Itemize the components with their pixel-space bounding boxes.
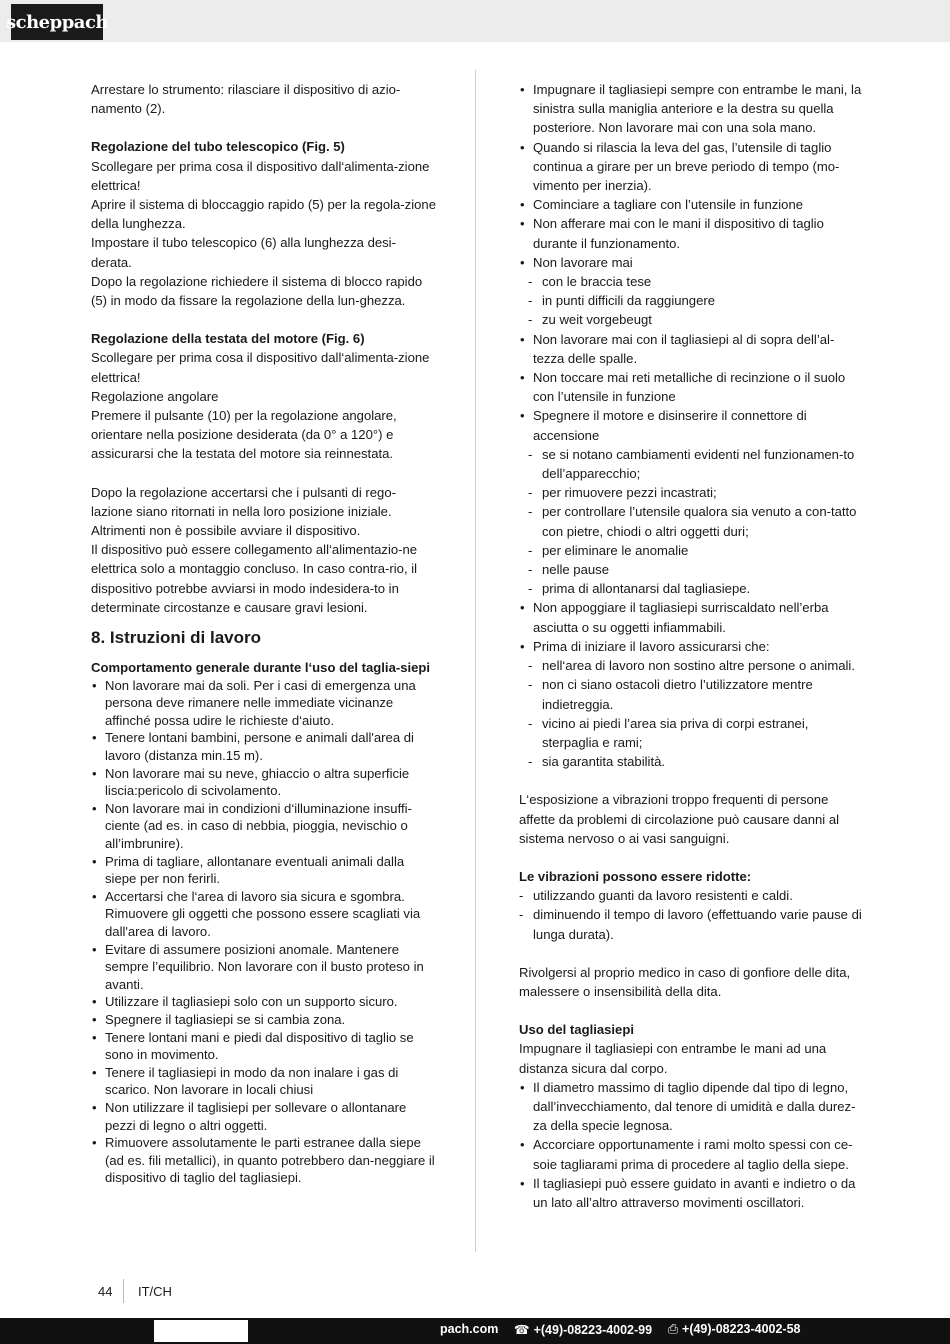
contact-bar xyxy=(0,1318,950,1344)
sub-item: - in punti difficili da raggiungere xyxy=(519,291,864,310)
list-item: • Non afferare mai con le mani il dispositivo di taglio durante il funzionamento. xyxy=(519,214,864,252)
list-item: • Non lavorare mai su neve, ghiaccio o altra superficie liscia:pericolo di scivolamento. xyxy=(91,765,436,800)
section-heading: 8. Istruzioni di lavoro xyxy=(91,628,262,648)
tube-line: Dopo la regolazione richiedere il sistema di blocco rapido (5) in modo da fissare la regolazione della lun-ghezza. xyxy=(91,273,423,309)
list-item: • Non utilizzare il taglisiepi per sollevare o allontanare pezzi di legno o altri oggetti. xyxy=(91,1099,436,1134)
list-item: • Impugnare il tagliasiepi sempre con entrambe le mani, la sinistra sulla maniglia anteriore e la destra su quella posteriore. Non lavorare mai con una sola mano. xyxy=(519,80,864,138)
page-number: 44 xyxy=(98,1284,113,1299)
sub-item: - nell‘area di lavoro non sostino altre persone o animali. xyxy=(519,656,864,675)
before-work-sublist xyxy=(519,656,864,771)
list-item: • Il tagliasiepi può essere guidato in avanti e indietro o da un lato all’altro attraverso movimenti oscillatori. xyxy=(519,1174,864,1212)
sub-item: - zu weit vorgebeugt xyxy=(519,310,864,329)
website-link[interactable]: pach.com xyxy=(440,1322,499,1336)
list-item: • Il diametro massimo di taglio dipende dal tipo di legno, dall’invecchiamento, dal tenore di umidità e dalla durez-za della specie legnosa. xyxy=(519,1078,864,1136)
head-line: Scollegare per prima cosa il dispositivo dall‘alimenta-zione elettrica! xyxy=(91,350,430,385)
tube-line: Aprire il sistema di bloccaggio rapido (5) per la regola-zione della lunghezza. xyxy=(91,197,436,232)
scheppach-logo: scheppach xyxy=(11,4,103,40)
stop-instruction: Arrestare lo strumento: rilasciare il dispositivo di azio-namento (2). xyxy=(91,82,401,117)
list-item: • Non appoggiare il tagliasiepi surriscaldato nell’erba asciutta o su oggetti infiammabili. xyxy=(519,598,864,636)
sub-item: - se si notano cambiamenti evidenti nel funzionamen-to dell’apparecchio; xyxy=(519,445,864,483)
list-item: • Rimuovere assolutamente le parti estranee dalla siepe (ad es. fili metallici), in quanto potrebbero dan-neggiare il dispositivo di taglio del tagliasiepi. xyxy=(91,1134,436,1187)
list-item: • Accertarsi che l‘area di lavoro sia sicura e sgombra. Rimuovere gli oggetti che possono essere scagliati via dall'area di lavoro. xyxy=(91,888,436,941)
list-item: • Prima di iniziare il lavoro assicurarsi che: xyxy=(519,637,864,656)
tube-line: Impostare il tubo telescopico (6) alla lunghezza desi-derata. xyxy=(91,235,396,270)
list-item: • Tenere il tagliasiepi in modo da non inalare i gas di scarico. Non lavorare in locali chiusi xyxy=(91,1064,436,1099)
list-item: • Non toccare mai reti metalliche di recinzione o il suolo con l’utensile in funzione xyxy=(519,368,864,406)
phone-icon: ☎ xyxy=(514,1323,530,1337)
sub-item: - vicino ai piedi l’area sia priva di corpi estranei, sterpaglia e rami; xyxy=(519,714,864,752)
sub-item: - per controllare l’utensile qualora sia venuto a con-tatto con pietre, chiodi o altri oggetti duri; xyxy=(519,502,864,540)
list-item: • Non lavorare mai in condizioni d‘illuminazione insuffi-ciente (ad es. in caso di nebbia, pioggia, nevischio o all’imbrunire). xyxy=(91,800,436,853)
language-code: IT/CH xyxy=(138,1284,172,1299)
list-item: • Evitare di assumere posizioni anomale. Mantenere sempre l’equilibrio. Non lavorare con il busto proteso in avanti. xyxy=(91,941,436,994)
after-line: Altrimenti non è possibile avviare il dispositivo. xyxy=(91,523,361,539)
vibration-paragraph: L‘esposizione a vibrazioni troppo frequenti di persone affette da problemi di circolazione può causare danni al sistema nervoso o ai vasi sanguigni. xyxy=(519,792,840,846)
list-item: • Tenere lontani mani e piedi dal dispositivo di taglio se sono in movimento. xyxy=(91,1029,436,1064)
list-item: • Non lavorare mai xyxy=(519,253,864,272)
list-item: • Spegnere il tagliasiepi se si cambia zona. xyxy=(91,1011,436,1029)
list-item: • Cominciare a tagliare con l’utensile in funzione xyxy=(519,195,864,214)
list-item: • Non lavorare mai da soli. Per i casi di emergenza una persona deve rimanere nelle immediate vicinanze affinché possa udire le richieste d‘aiuto. xyxy=(91,677,436,730)
footer-separator xyxy=(123,1279,124,1303)
sub-item: - nelle pause xyxy=(519,560,864,579)
tube-line: Scollegare per prima cosa il dispositivo dall‘alimenta-zione elettrica! xyxy=(91,158,430,193)
phone-number xyxy=(514,1322,652,1337)
list-item: • Non lavorare mai con il tagliasiepi al di sopra dell’al-tezza delle spalle. xyxy=(519,330,864,368)
list-item: • Tenere lontani bambini, persone e animali dall'area di lavoro (distanza min.15 m). xyxy=(91,729,436,764)
use-paragraph: Impugnare il tagliasiepi con entrambe le mani ad una distanza sicura dal corpo. xyxy=(519,1041,827,1076)
list-item: • Accorciare opportunamente i rami molto spessi con ce-soie tagliarami prima di procedere al taglio della siepe. xyxy=(519,1135,864,1173)
sub-item: - per eliminare le anomalie xyxy=(519,541,864,560)
motor-head-heading: Regolazione della testata del motore (Fig. 6) xyxy=(91,331,365,347)
head-line: Regolazione angolare xyxy=(91,388,219,404)
footer-blank-box xyxy=(154,1320,248,1342)
use-heading: Uso del tagliasiepi xyxy=(519,1022,634,1038)
never-work-sublist xyxy=(519,272,864,330)
safety-list-b xyxy=(519,330,864,445)
sub-item: - non ci siano ostacoli dietro l’utilizzatore mentre indietreggia. xyxy=(519,675,864,713)
fax-icon: ⎙ xyxy=(668,1322,679,1336)
list-item: • Spegnere il motore e disinserire il connettore di accensione xyxy=(519,406,864,444)
use-list xyxy=(519,1078,864,1212)
general-behaviour-heading: Comportamento generale durante l‘uso del taglia-siepi xyxy=(91,660,431,676)
doctor-paragraph: Rivolgersi al proprio medico in caso di gonfiore delle dita, malessere o insensibilità della dita. xyxy=(519,964,851,999)
head-line: Premere il pulsante (10) per la regolazione angolare, orientare nella posizione desiderata (da 0° a 120°) e assicurarsi che la testata del motore sia reinnestata. xyxy=(91,408,397,462)
telescopic-tube-heading: Regolazione del tubo telescopico (Fig. 5) xyxy=(91,139,345,155)
after-line: Dopo la regolazione accertarsi che i pulsanti di rego-lazione siano ritornati in nella loro posizione iniziale. xyxy=(91,484,396,519)
column-divider xyxy=(475,70,476,1252)
sub-item: - diminuendo il tempo di lavoro (effettuando varie pause di lunga durata). xyxy=(519,905,864,943)
sub-item: - per rimuovere pezzi incastrati; xyxy=(519,483,864,502)
after-line: Il dispositivo può essere collegamento all‘alimentazio-ne elettrica solo a montaggio concluso. In caso contra-rio, il dispositivo potrebbe avviarsi in modo indesidera-to in determinate circostanze e causare gravi lesioni. xyxy=(91,542,418,615)
list-item: • Utilizzare il tagliasiepi solo con un supporto sicuro. xyxy=(91,993,436,1011)
reduce-list xyxy=(519,886,864,944)
safety-list-c xyxy=(519,598,864,656)
fax-text: +(49)-08223-4002-58 xyxy=(682,1322,801,1336)
sub-item: - utilizzando guanti da lavoro resistenti e caldi. xyxy=(519,886,864,905)
safety-list xyxy=(519,80,864,272)
sub-item: - prima di allontanarsi dal tagliasiepe. xyxy=(519,579,864,598)
behaviour-list xyxy=(91,677,436,1187)
list-item: • Quando si rilascia la leva del gas, l’utensile di taglio continua a girare per un breve periodo di tempo (mo-vimento per inerzia). xyxy=(519,138,864,196)
right-column xyxy=(519,80,864,1212)
fax-number xyxy=(668,1322,801,1337)
switch-off-sublist xyxy=(519,445,864,599)
header-bar xyxy=(0,0,950,42)
vibration-reduce-heading: Le vibrazioni possono essere ridotte: xyxy=(519,868,752,884)
sub-item: - sia garantita stabilità. xyxy=(519,752,864,771)
left-column xyxy=(91,80,436,1187)
list-item: • Prima di tagliare, allontanare eventuali animali dalla siepe per non ferirli. xyxy=(91,853,436,888)
phone-text: +(49)-08223-4002-99 xyxy=(533,1323,653,1337)
sub-item: - con le braccia tese xyxy=(519,272,864,291)
